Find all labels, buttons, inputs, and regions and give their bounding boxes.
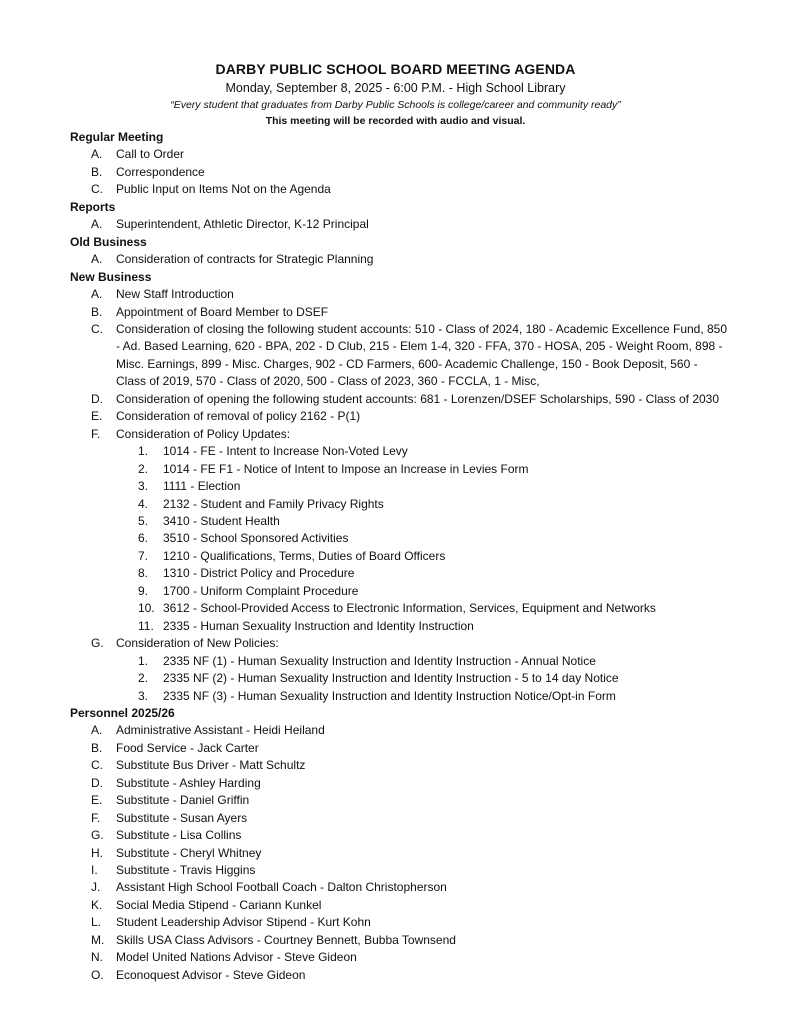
agenda-item [70,932,730,949]
item-text: Consideration of opening the following student accounts: 681 - Lorenzen/DSEF Scholarships, 590 - Class of 2030 [116,391,720,406]
item-marker: B. [91,304,103,319]
item-text: Substitute - Travis Higgins [116,863,256,878]
item-marker: A. [91,723,103,738]
item-marker: N. [91,950,103,965]
agenda-item [70,792,730,809]
agenda-item [70,304,730,321]
agenda-subitem [70,443,730,460]
item-marker: A. [91,287,103,302]
item-marker: A. [91,147,103,162]
item-text: Public Input on Items Not on the Agenda [116,182,331,197]
agenda-subitem [70,530,730,547]
agenda-item [70,740,730,757]
item-marker: A. [91,252,103,267]
subitem-text: 2335 NF (2) - Human Sexuality Instruction and Identity Instruction - 5 to 14 day Notice [163,671,619,686]
item-text: Substitute - Cheryl Whitney [116,845,262,860]
subitem-marker: 9. [138,583,149,598]
subitem-text: 1310 - District Policy and Procedure [163,566,355,581]
subitem-text: 1111 - Election [163,479,241,494]
agenda-subitem [70,513,730,530]
subitem-marker: 1. [138,444,149,459]
subitem-marker: 2. [138,671,149,686]
agenda-subitem [70,461,730,478]
agenda-item [70,286,730,303]
subitem-text: 2335 NF (3) - Human Sexuality Instruction and Identity Instruction Notice/Opt-in Form [163,688,616,703]
item-marker: J. [91,880,101,895]
agenda-item [70,251,730,268]
agenda-item [70,722,730,739]
agenda-item [70,967,730,984]
meeting-datetime: Monday, September 8, 2025 - 6:00 P.M. - High School Library [225,81,566,95]
agenda-subitem [70,600,730,617]
item-text: Substitute - Ashley Harding [116,775,261,790]
subitem-marker: 7. [138,548,149,563]
item-marker: G. [91,828,104,843]
agenda-item [70,321,730,391]
item-marker: E. [91,409,103,424]
agenda-item [70,810,730,827]
item-text: Call to Order [116,147,185,162]
section-heading: Personnel 2025/26 [70,705,175,720]
item-text: Food Service - Jack Carter [116,740,259,755]
item-marker: L. [91,915,102,930]
subitem-text: 3410 - Student Health [163,513,280,528]
agenda-subitem [70,688,730,705]
agenda-subitem [70,583,730,600]
item-text: Consideration of contracts for Strategic Planning [116,252,374,267]
item-marker: K. [91,897,103,912]
item-marker: F. [91,810,101,825]
item-marker: C. [91,182,103,197]
item-marker: B. [91,740,103,755]
item-marker: G. [91,636,104,651]
agenda-item [70,897,730,914]
subitem-marker: 2. [138,461,149,476]
agenda-item [70,757,730,774]
subitem-marker: 6. [138,531,149,546]
item-text: Correspondence [116,164,205,179]
agenda-subitem [70,618,730,635]
subitem-text: 2335 - Human Sexuality Instruction and Identity Instruction [163,618,474,633]
item-text: Econoquest Advisor - Steve Gideon [116,967,306,982]
subitem-marker: 3. [138,688,149,703]
subitem-text: 1210 - Qualifications, Terms, Duties of Board Officers [163,548,446,563]
agenda-item [70,845,730,862]
recording-notice: This meeting will be recorded with audio and visual. [265,115,526,127]
item-marker: B. [91,164,103,179]
subitem-marker: 5. [138,513,149,528]
item-text: Superintendent, Athletic Director, K-12 Principal [116,217,369,232]
agenda-item [70,914,730,931]
section-heading: Reports [70,199,116,214]
subitem-text: 1700 - Uniform Complaint Procedure [163,583,359,598]
agenda-item [70,391,730,408]
subitem-text: 1014 - FE F1 - Notice of Intent to Impose an Increase in Levies Form [163,461,529,476]
agenda-item [70,862,730,879]
item-text: Consideration of Policy Updates: [116,426,291,441]
subitem-text: 2132 - Student and Family Privacy Rights [163,496,384,511]
subitem-text: 2335 NF (1) - Human Sexuality Instruction and Identity Instruction - Annual Notice [163,653,596,668]
item-text: Consideration of removal of policy 2162 - P(1) [116,409,361,424]
item-text: Administrative Assistant - Heidi Heiland [116,723,325,738]
item-text: Social Media Stipend - Cariann Kunkel [116,897,322,912]
agenda-subitem [70,670,730,687]
agenda-item [70,408,730,425]
section-heading: New Business [70,269,152,284]
item-marker: E. [91,793,103,808]
agenda-content [70,129,730,984]
subitem-marker: 1. [138,653,149,668]
subitem-text: 3612 - School-Provided Access to Electronic Information, Services, Equipment and Networks [163,601,656,616]
page-title: DARBY PUBLIC SCHOOL BOARD MEETING AGENDA [215,61,576,77]
subitem-marker: 10. [138,601,155,616]
subitem-text: 3510 - School Sponsored Activities [163,531,349,546]
item-text: Consideration of closing the following student accounts: 510 - Class of 2024, 180 - Academic Excellence Fund, 850 - Ad. Based Learning, 620 - BPA, 202 - D Club, 215 - Elem 1-4, 320 - FFA, 370 - HOSA, 205 - Weight Room, 898 - Misc. Earnings, 899 - Misc. Charges, 902 - CD Farmers, 600- Academic Challenge, 150 - Book Deposit, 560 - Class of 2019, 570 - Class of 2020, 500 - Class of 2023, 360 - FCCLA, 1 - Misc, [116,321,728,389]
item-text: Assistant High School Football Coach - Dalton Christopherson [116,880,447,895]
item-marker: C. [91,758,103,773]
agenda-item [70,146,730,163]
agenda-subitem [70,548,730,565]
agenda-subitem [70,496,730,513]
agenda-item [70,775,730,792]
item-marker: O. [91,967,104,982]
item-marker: M. [91,932,105,947]
section-heading: Regular Meeting [70,130,164,144]
section-heading: Old Business [70,234,147,249]
agenda-item [70,635,730,652]
item-text: Skills USA Class Advisors - Courtney Bennett, Bubba Townsend [116,932,456,947]
agenda-item [70,181,730,198]
item-marker: F. [91,426,101,441]
item-text: Student Leadership Advisor Stipend - Kurt Kohn [116,915,371,930]
subitem-marker: 11. [138,618,154,633]
motto: “Every student that graduates from Darby Public Schools is college/career and community ready” [170,99,621,111]
subitem-marker: 4. [138,496,149,511]
item-text: Substitute - Lisa Collins [116,828,242,843]
agenda-item [70,827,730,844]
subitem-marker: 8. [138,566,149,581]
subitem-text: 1014 - FE - Intent to Increase Non-Voted Levy [163,444,408,459]
item-marker: H. [91,845,103,860]
subitem-marker: 3. [138,479,149,494]
item-text: Substitute Bus Driver - Matt Schultz [116,758,306,773]
agenda-subitem [70,653,730,670]
item-text: Consideration of New Policies: [116,636,279,651]
agenda-subitem [70,565,730,582]
agenda-subitem [70,478,730,495]
item-marker: D. [91,775,103,790]
item-marker: I. [91,863,98,878]
agenda-item [70,426,730,443]
item-marker: D. [91,391,103,406]
item-text: Model United Nations Advisor - Steve Gideon [116,950,357,965]
agenda-item [70,216,730,233]
agenda-item [70,879,730,896]
item-marker: A. [91,217,103,232]
agenda-item [70,164,730,181]
item-text: Appointment of Board Member to DSEF [116,304,329,319]
item-text: Substitute - Susan Ayers [116,810,248,825]
item-text: New Staff Introduction [116,287,234,302]
item-text: Substitute - Daniel Griffin [116,793,250,808]
item-marker: C. [91,321,103,336]
agenda-item [70,949,730,966]
